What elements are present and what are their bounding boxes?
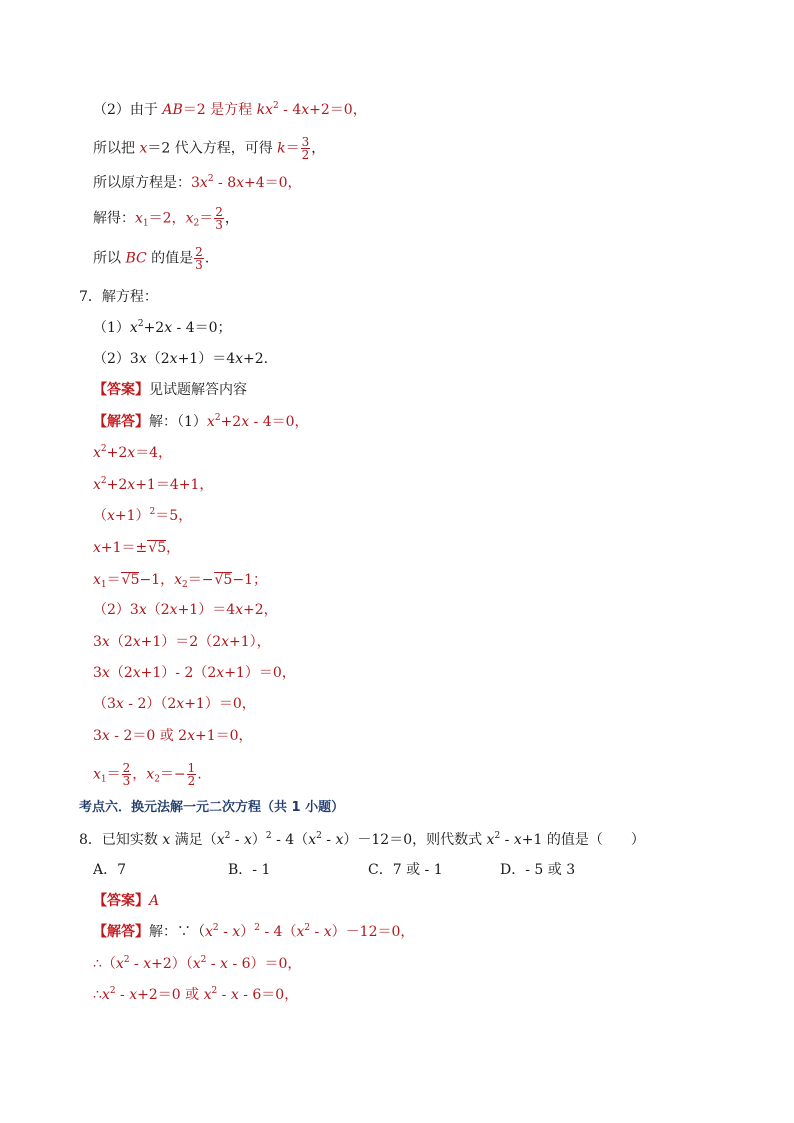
q7-sub2: （2）3x（2x+1）＝4x+2. xyxy=(93,351,269,367)
fraction: $\frac{2}{3}$ xyxy=(195,245,203,272)
q7-solution-intro: 【解答】解：$(1)x^2+2x - 4=0$， xyxy=(93,413,309,430)
section-heading: 考点六．换元法解一元二次方程（共 1 小题） xyxy=(79,800,345,815)
answer-tag: 【答案】 xyxy=(93,893,149,909)
p6-line-2: 所以把 x＝2 代入方程，可得 k＝ $\frac{3}{2}$ ， xyxy=(93,135,326,162)
q7-step-9: （3x - 2）（2x+1）＝0， xyxy=(93,696,256,712)
q8-answer xyxy=(93,891,159,911)
q7-step-11: $x_1=$ $\frac{2}{3}$ ，$x_2=-$ $\frac{1}{2}$ . xyxy=(93,761,202,788)
fraction: $\frac{1}{2}$ xyxy=(187,761,196,788)
q7-step-8: 3x（2x+1）- 2（2x+1）＝0， xyxy=(93,665,296,681)
sqrt-symbol: √5 xyxy=(148,540,167,556)
q7-step-1: $x^2+2x=4$， xyxy=(93,444,173,461)
q7-step-3: $(x+1)^2=5$， xyxy=(93,507,193,524)
q7-step-2: $x^2+2x+1=4+1$， xyxy=(93,476,214,493)
fraction: $\frac{2}{3}$ xyxy=(122,761,131,788)
q7-step-10: 3x - 2＝0 或 2x+1＝0， xyxy=(93,728,253,744)
answer-value: A xyxy=(149,893,160,909)
q8-solution-3: $\therefore x^2 - x+2=0$ 或 $x^2 - x - 6=0$， xyxy=(93,986,299,1003)
q7-step-7: 3x（2x+1）＝2（2x+1）， xyxy=(93,634,271,650)
option-b: B．- 1 xyxy=(228,862,271,878)
p6-line-1: （2）由于 AB＝2 是方程 $kx^2 - 4x+2=0$， xyxy=(93,101,367,118)
sqrt-symbol: √5 xyxy=(214,572,233,588)
q8-stem: 8．已知实数 x 满足$(x^2 - x)^2 - 4(x^2 - x)-12=0$，则代数式 $x^2 - x+1$ 的值是（ ） xyxy=(79,831,645,848)
fraction: $\frac{2}{3}$ xyxy=(215,205,223,232)
q7-step-6: （2）3x（2x+1）＝4x+2， xyxy=(93,602,278,618)
option-c: C．7 或 - 1 xyxy=(368,862,443,878)
answer-tag: 【答案】 xyxy=(93,382,149,398)
q7-title: 7．解方程： xyxy=(79,289,158,305)
q7-sub1: $(1)x^2+2x - 4=0$； xyxy=(93,319,232,336)
q7-step-4: x+1＝±√5， xyxy=(93,540,181,556)
q7-answer: 【答案】见试题解答内容 xyxy=(93,382,247,398)
p6-line-5: 所以 BC 的值是 $\frac{2}{3}$ . xyxy=(93,245,210,272)
fraction: $\frac{3}{2}$ xyxy=(301,135,310,162)
option-d: D．- 5 或 3 xyxy=(500,862,576,878)
solution-tag: 【解答】 xyxy=(93,924,149,940)
sqrt-symbol: √5 xyxy=(121,572,140,588)
q8-solution-1: 【解答】解：$\because(x^2 - x)^2 - 4(x^2 - x)-12=0$， xyxy=(93,923,415,940)
p6-line-3: 所以原方程是：$3x^2 - 8x+4=0$， xyxy=(93,174,302,191)
q8-solution-2: $\therefore(x^2 - x+2)(x^2 - x - 6)=0$， xyxy=(93,955,302,972)
q7-step-5: $x_1=√5-1$，$x_2=-√5-1$； xyxy=(93,572,267,590)
p6-line-4: 解得：$x_1=2$，$x_2=$ $\frac{2}{3}$ ， xyxy=(93,205,239,232)
option-a: A．7 xyxy=(93,862,127,878)
solution-tag: 【解答】 xyxy=(93,414,149,430)
